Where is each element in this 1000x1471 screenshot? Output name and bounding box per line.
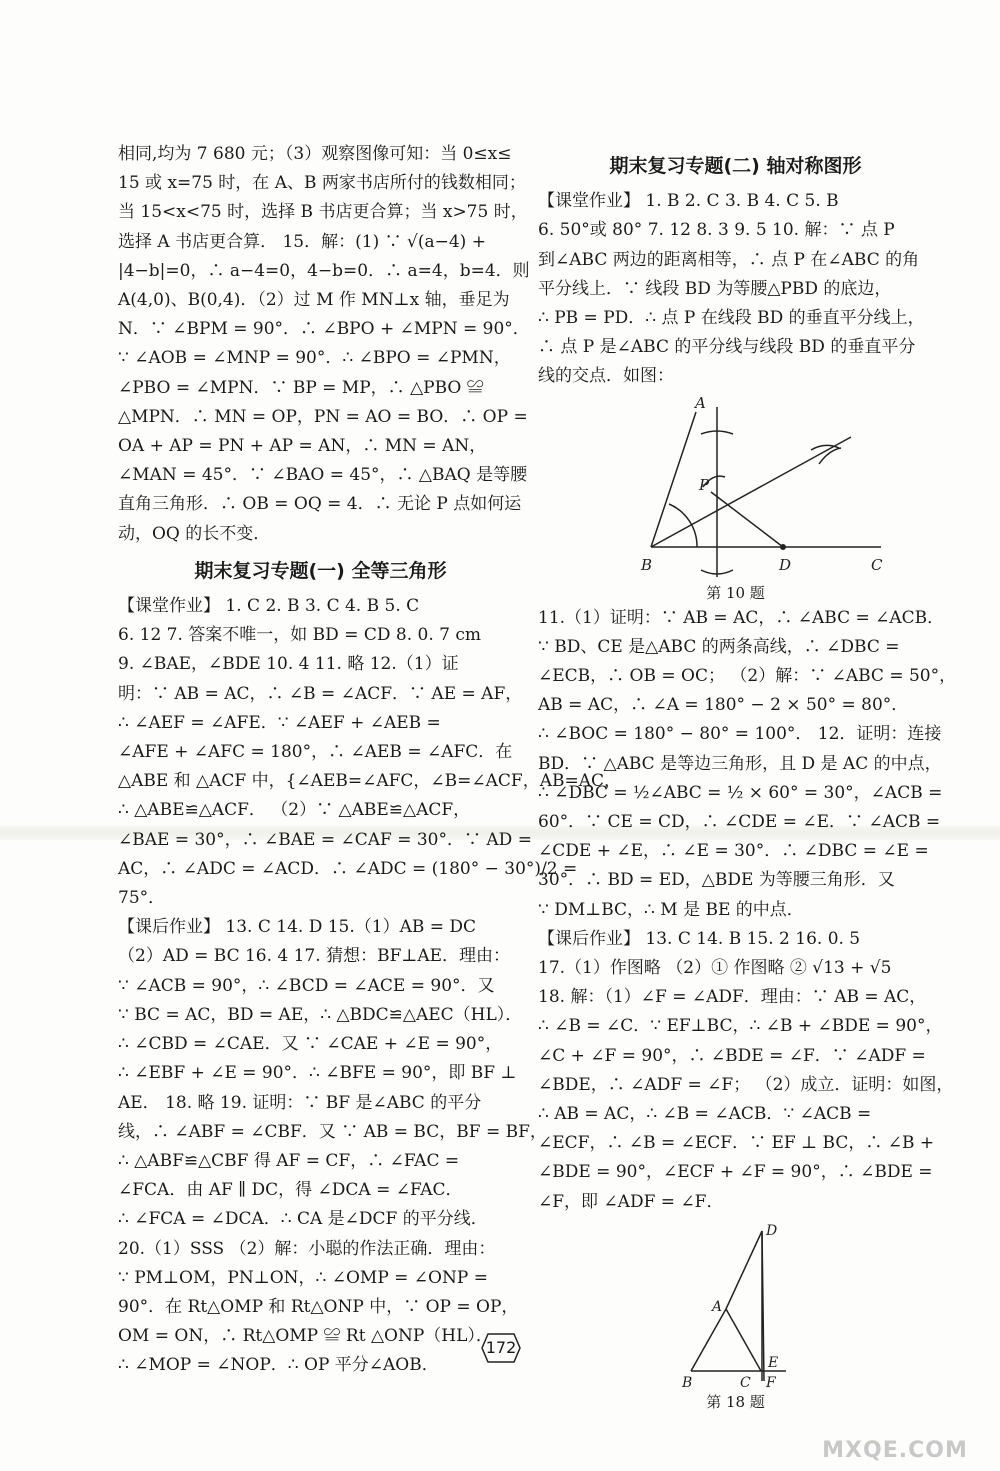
text-line: △MPN．∴ MN = OP，PN = AO = BO．∴ OP = bbox=[118, 406, 528, 427]
text-line: ∠AFE + ∠AFC = 180°，∴ ∠AEB = ∠AFC．在 bbox=[118, 742, 513, 763]
watermark-logo bbox=[800, 1395, 990, 1465]
label-e: E bbox=[767, 1354, 778, 1371]
label-a: A bbox=[694, 393, 706, 412]
figure-10 bbox=[538, 392, 933, 604]
text-line: 20.（1）SSS （2）解：小聪的作法正确．理由： bbox=[118, 1238, 496, 1259]
text-line: 【课后作业】 13. C 14. B 15. 2 16. 0. 5 bbox=[538, 928, 861, 949]
text-line: 到∠ABC 两边的距离相等，∴ 点 P 在∠ABC 的角 bbox=[538, 249, 920, 270]
text-line: 相同,均为 7 680 元；（3）观察图像可知：当 0≤x≤ bbox=[118, 144, 512, 164]
text-line: ∠ECF，∴ ∠B = ∠ECF．∵ EF ⊥ BC，∴ ∠B + bbox=[538, 1133, 935, 1154]
figure-18-diagram bbox=[636, 1221, 836, 1391]
text-line: 【课堂作业】 1. C 2. B 3. C 4. B 5. C bbox=[118, 596, 420, 617]
text-line: ∴ ∠BOC = 180° − 80° = 100°． 12．证明：连接 bbox=[538, 724, 942, 745]
text-line: ∴ PB = PD．∴ 点 P 在线段 BD 的垂直平分线上， bbox=[538, 308, 925, 329]
text-line: 【课后作业】 13. C 14. D 15.（1）AB = DC bbox=[118, 917, 477, 938]
text-line: ∴ ∠DBC = ½∠ABC = ½ × 60° = 30°，∠ACB = bbox=[538, 782, 943, 803]
text-line: 线，∴ ∠ABF = ∠CBF．又 ∵ AB = BC，BF = BF， bbox=[118, 1121, 547, 1142]
text-line: OA + AP = PN + AP = AN，∴ MN = AN， bbox=[118, 436, 487, 457]
segment-pd bbox=[711, 492, 783, 547]
arc-center-b bbox=[669, 504, 697, 547]
text-line: 平分线上．∵ 线段 BD 为等腰△PBD 的底边， bbox=[538, 278, 892, 299]
text-line: 直角三角形．∴ OB = OQ = 4．∴ 无论 P 点如何运 bbox=[118, 494, 522, 515]
figure-18 bbox=[538, 1221, 933, 1413]
label-d: D bbox=[765, 1222, 777, 1239]
text-line: △ABE 和 △ACF 中，{∠AEB=∠AFC，∠B=∠ACF，AB=AC， bbox=[118, 771, 622, 792]
answer-block-homework-2 bbox=[538, 925, 954, 1217]
text-line: ∴ 点 P 是∠ABC 的平分线与线段 BD 的垂直平分 bbox=[538, 337, 916, 358]
text-line: ∴ AB = AC，∴ ∠B = ∠ACB．∵ ∠ACB = bbox=[538, 1104, 872, 1125]
text-line: 30°．∴ BD = ED，△BDE 为等腰三角形．又 bbox=[538, 870, 895, 891]
arc-mark-2 bbox=[819, 448, 841, 464]
label-p: P bbox=[698, 475, 709, 494]
text-line: ∴ ∠FCA = ∠DCA．∴ CA 是∠DCF 的平分线． bbox=[118, 1209, 488, 1230]
text-line: ∵ BC = AC，BD = AE，∴ △BDC≌△AEC（HL）． bbox=[118, 1004, 523, 1025]
label-a: A bbox=[711, 1298, 722, 1315]
text-line: （2）AD = BC 16. 4 17. 猜想：BF⊥AE．理由： bbox=[118, 946, 511, 967]
right-column bbox=[538, 140, 957, 1413]
text-line: ∠PBO = ∠MPN．∵ BP = MP，∴ △PBO ≌ bbox=[118, 377, 484, 398]
section-heading-axial-symmetry: 期末复习专题(二) 轴对称图形 bbox=[609, 155, 862, 177]
text-line: ∵ ∠AOB = ∠MNP = 90°．∴ ∠BPO = ∠PMN， bbox=[118, 348, 511, 369]
answer-block-homework-1 bbox=[118, 913, 547, 1380]
section-heading-congruent-triangles: 期末复习专题(一) 全等三角形 bbox=[194, 559, 447, 582]
page-number: 172 bbox=[485, 1338, 517, 1357]
text-line: ∠FCA．由 AF ∥ DC，得 ∠DCA = ∠FAC． bbox=[118, 1180, 463, 1201]
text-line: A(4,0)、B(0,4)．（2）过 M 作 MN⊥x 轴，垂足为 bbox=[118, 290, 510, 311]
segment-ac bbox=[726, 1309, 761, 1371]
text-line: AB = AC，∴ ∠A = 180° − 2 × 50° = 80°． bbox=[538, 695, 909, 716]
text-line: 6. 12 7. 答案不唯一，如 BD = CD 8. 0. 7 cm bbox=[118, 625, 482, 646]
text-line: 选择 A 书店更合算． 15．解：(1) ∵ √(a−4) + bbox=[118, 231, 486, 252]
text-line: ∵ DM⊥BC，∴ M 是 BE 的中点． bbox=[538, 899, 804, 920]
figure-18-caption: 第 18 题 bbox=[706, 1392, 765, 1411]
label-c: C bbox=[739, 1374, 751, 1391]
label-d: D bbox=[778, 555, 791, 574]
label-b: B bbox=[681, 1374, 692, 1391]
text-line: 线的交点．如图： bbox=[538, 366, 674, 387]
text-line: BD．∵ △ABC 是等边三角形，且 D 是 AC 的中点， bbox=[538, 753, 942, 774]
text-line: ∴ ∠AEF = ∠AFE．∵ ∠AEF + ∠AEB = bbox=[118, 712, 441, 733]
text-line: ∵ BD、CE 是△ABC 的两条高线，∴ ∠DBC = bbox=[538, 636, 900, 657]
figure-10-diagram bbox=[571, 392, 901, 582]
segment-ba bbox=[691, 1309, 726, 1371]
text-line: 90°．在 Rt△OMP 和 Rt△ONP 中，∵ OP = OP， bbox=[118, 1296, 519, 1317]
label-c: C bbox=[870, 555, 882, 574]
text-line: 9. ∠BAE，∠BDE 10. 4 11. 略 12.（1）证 bbox=[118, 654, 459, 675]
text-line: ∴ ∠MOP = ∠NOP．∴ OP 平分∠AOB． bbox=[118, 1355, 439, 1376]
text-line: 动，OQ 的长不变． bbox=[118, 523, 271, 544]
text-line: ∠CDE + ∠E，∴ ∠E = 30°．∴ ∠DBC = ∠E = bbox=[538, 841, 929, 862]
text-line: 明：∵ AB = AC，∴ ∠B = ∠ACF．∵ AE = AF， bbox=[118, 683, 523, 704]
figure-10-caption: 第 10 题 bbox=[706, 583, 765, 602]
text-line: 【课堂作业】 1. B 2. C 3. B 4. C 5. B bbox=[538, 191, 839, 212]
text-line: AE． 18. 略 19. 证明：∵ BF 是∠ABC 的平分 bbox=[118, 1092, 482, 1113]
text-line: |4−b|=0，∴ a−4=0，4−b=0．∴ a=4，b=4．则 bbox=[118, 260, 530, 281]
text-line: ∵ PM⊥OM，PN⊥ON，∴ ∠OMP = ∠ONP = bbox=[118, 1267, 488, 1288]
page-number-badge bbox=[478, 1330, 524, 1366]
point-d bbox=[780, 544, 786, 550]
text-line: ∴ ∠EBF + ∠E = 90°．∴ ∠BFE = 90°，即 BF ⊥ bbox=[118, 1063, 517, 1084]
text-line: 当 15<x<75 时，选择 B 书店更合算；当 x>75 时， bbox=[118, 202, 528, 223]
text-line: ∠MAN = 45°．∵ ∠BAO = 45°，∴ △BAQ 是等腰 bbox=[118, 465, 528, 486]
text-line: N．∵ ∠BPM = 90°．∴ ∠BPO + ∠MPN = 90°． bbox=[118, 319, 530, 340]
text-line: 11.（1）证明：∵ AB = AC，∴ ∠ABC = ∠ACB． bbox=[538, 607, 945, 628]
label-b: B bbox=[640, 555, 652, 574]
text-line: ∠BAE = 30°，∴ ∠BAE = ∠CAF = 30°．∵ AD = bbox=[118, 829, 532, 850]
answer-block-class-work-1 bbox=[118, 592, 622, 913]
watermark-text: MXQE.COM bbox=[822, 1438, 968, 1463]
text-line: ∠F，即 ∠ADF = ∠F． bbox=[538, 1191, 724, 1212]
text-line: AC，∴ ∠ADC = ∠ACD．∴ ∠ADC = (180° − 30°)/2 = bbox=[118, 858, 578, 879]
text-line: OM = ON，∴ Rt△OMP ≌ Rt △ONP（HL）． bbox=[118, 1326, 493, 1347]
label-f: F bbox=[765, 1374, 776, 1391]
text-line: ∴ △ABE≌△ACF． （2）∵ △ABE≌△ACF， bbox=[118, 800, 471, 821]
text-line: ∠BDE，∴ ∠ADF = ∠F； （2）成立．证明：如图， bbox=[538, 1074, 954, 1095]
text-line: ∠ECB，∴ OB = OC； （2）解：∵ ∠ABC = 50°， bbox=[538, 666, 957, 687]
answer-block-class-work-2 bbox=[538, 187, 933, 391]
segment-ad bbox=[726, 1231, 762, 1309]
angle-bisector bbox=[651, 437, 851, 547]
text-line: 17.（1）作图略 （2）① 作图略 ② √13 + √5 bbox=[538, 958, 892, 979]
text-line: ∵ ∠ACB = 90°，∴ ∠BCD = ∠ACE = 90°．又 bbox=[118, 975, 495, 996]
text-line: 6. 50°或 80° 7. 12 8. 3 9. 5 10. 解：∵ 点 P bbox=[538, 220, 895, 241]
text-line: 18. 解：（1）∠F = ∠ADF．理由：∵ AB = AC， bbox=[538, 987, 927, 1008]
answer-block-11-12 bbox=[538, 604, 957, 925]
text-line: ∴ ∠CBD = ∠CAE．又 ∵ ∠CAE + ∠E = 90°， bbox=[118, 1034, 503, 1055]
text-line: ∴ △ABF≌△CBF 得 AF = CF，∴ ∠FAC = bbox=[118, 1150, 460, 1171]
text-line: ∠BDE = 90°，∠ECF + ∠F = 90°，∴ ∠BDE = bbox=[538, 1162, 933, 1183]
answer-block-15 bbox=[118, 140, 530, 549]
text-line: 75°． bbox=[118, 888, 166, 909]
text-line: ∠C + ∠F = 90°，∴ ∠BDE = ∠F．∵ ∠ADF = bbox=[538, 1045, 926, 1066]
text-line: ∴ ∠B = ∠C．∵ EF⊥BC，∴ ∠B + ∠BDE = 90°， bbox=[538, 1016, 943, 1037]
text-line: 15 或 x=75 时，在 A、B 两家书店所付的钱数相同； bbox=[118, 173, 526, 194]
text-line: 60°．∵ CE = CD，∴ ∠CDE = ∠E．∵ ∠ACB = bbox=[538, 812, 941, 833]
